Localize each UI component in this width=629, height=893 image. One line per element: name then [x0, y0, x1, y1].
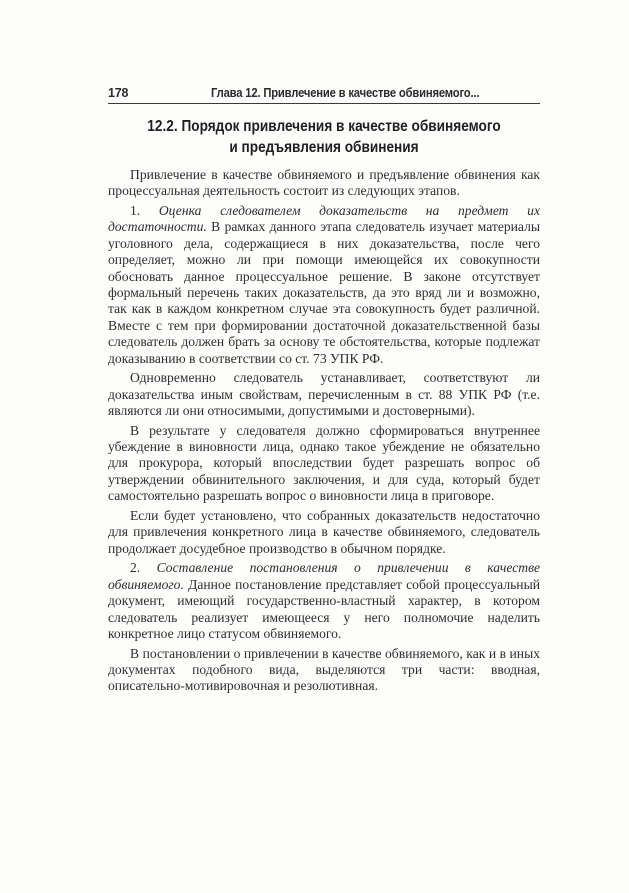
paragraph-insufficient-evidence: Если будет установлено, что собранных доказательств недостаточно для привлечения конкретного лица в качестве обвиняемого, следователь продолжает досудебное производство в обычном порядке. — [108, 507, 540, 556]
stage-2-number: 2. — [130, 560, 157, 576]
paragraph-stage-2 — [108, 560, 540, 642]
section-heading-line-1: 12.2. Порядок привлечения в качестве обвиняемого — [147, 118, 501, 135]
running-head — [108, 84, 540, 104]
paragraph-inner-conviction: В результате у следователя должно сформироваться внутреннее убеждение в виновности лица, однако такое убеждение не обязательно для прокурора, который впоследствии будет разрешать вопрос об утверждении обвинительного заключения, и для суда, который будет самостоятельно разрешать вопрос о виновности лица в приговоре. — [108, 422, 540, 504]
chapter-title: Глава 12. Привлечение в качестве обвиняемого... — [211, 86, 480, 100]
paragraph-resolution-parts: В постановлении о привлечении в качестве обвиняемого, как и в иных документах подобного вида, выделяются три части: вводная, описательно-мотивировочная и резолютивная. — [108, 645, 540, 694]
paragraph-stage-1 — [108, 203, 540, 367]
stage-1-text: В рамках данного этапа следователь изучает материалы уголовного дела, содержащиеся в них доказательства, после чего определяет, можно ли при помощи имеющейся их совокупности обосновать данное процессуальное решение. В законе отсутствует формальный перечень таких доказательств, да это вряд ли и возможно, так как в каждом конкретном случае эта совокупность будет различной. Вместе с тем при формировании достаточной доказательственной базы следователь должен брать за основу те обстоятельства, которые подлежат доказыванию в соответствии со ст. 73 УПК РФ. — [108, 219, 540, 366]
stage-1-title: Оценка следователем доказательств на предмет их достаточности. — [108, 203, 540, 235]
stage-2-title: Составление постановления о привлечении в качестве обвиняемого. — [108, 560, 541, 592]
body-text — [108, 167, 540, 698]
paragraph-intro: Привлечение в качестве обвиняемого и предъявление обвинения как процессуальная деятельность состоит из следующих этапов. — [108, 167, 540, 199]
section-heading — [108, 116, 540, 158]
paragraph-evidence-properties: Одновременно следователь устанавливает, соответствуют ли доказательства иным свойствам, перечисленным в ст. 88 УПК РФ (т.е. являются ли они относимыми, допустимыми и достоверными). — [108, 370, 540, 419]
section-heading-line-2: и предъявления обвинения — [229, 139, 419, 156]
page-number: 178 — [108, 86, 129, 100]
stage-1-number: 1. — [130, 203, 159, 218]
header-rule — [108, 103, 540, 104]
stage-2-text: Данное постановление представляет собой процессуальный документ, имеющий государственно-властный характер, в котором следователь реализует имеющееся у него полномочие наделить конкретное лицо статусом обвиняемого. — [108, 576, 540, 641]
